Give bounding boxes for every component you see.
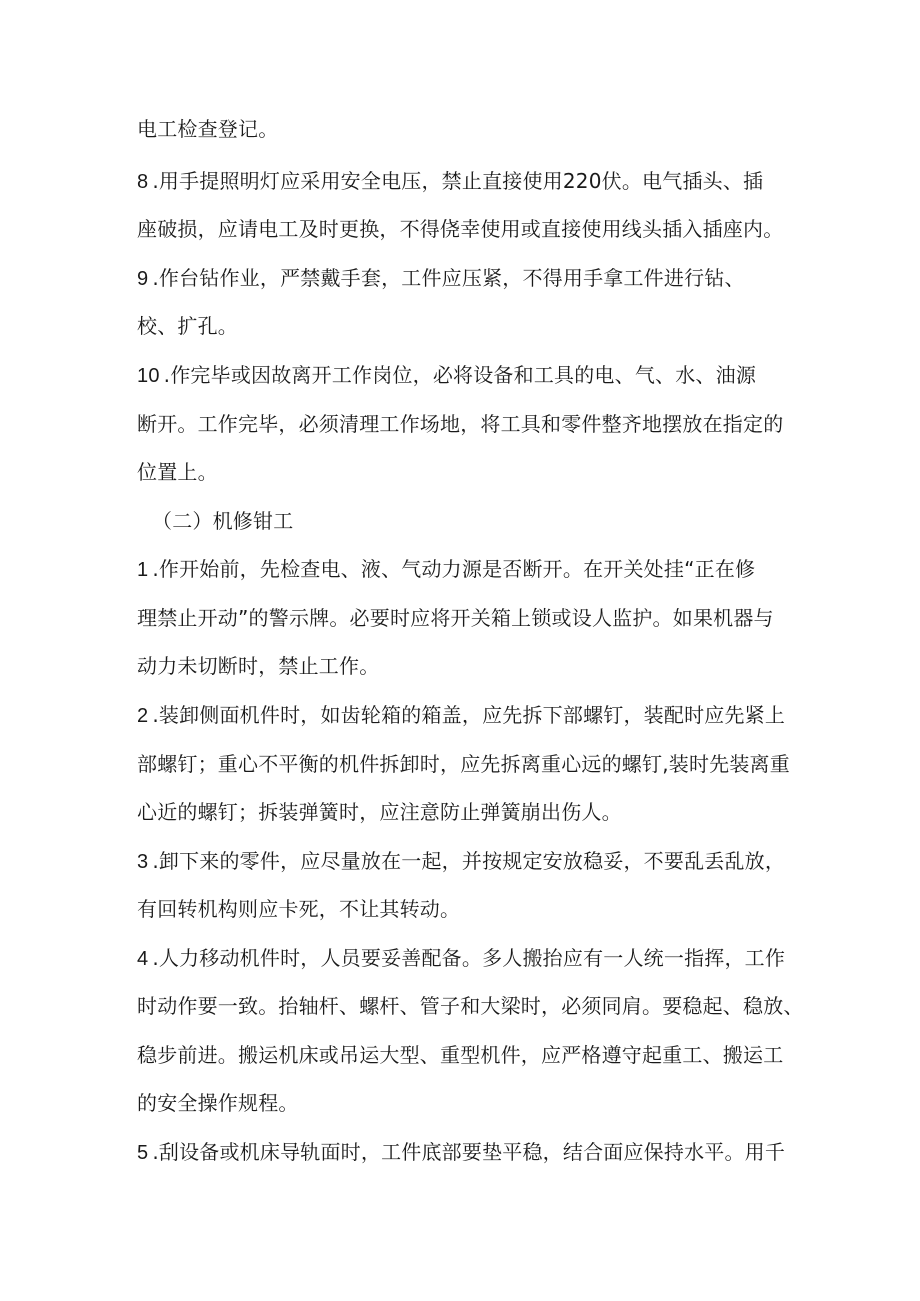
paragraph-text: 稳步前进。搬运机床或吊运大型、重型机件，应严格遵守起重工、搬运工 bbox=[137, 1043, 784, 1067]
paragraph-text: .刮设备或机床导轨面时，工件底部要垫平稳，结合面应保持水平。用千 bbox=[152, 1140, 786, 1164]
paragraph-text: 断开。工作完毕，必须清理工作场地，将工具和零件整齐地摆放在指定的 bbox=[137, 412, 784, 436]
item-number: 10 bbox=[137, 365, 160, 387]
text-line bbox=[137, 1043, 783, 1067]
text-line bbox=[137, 606, 774, 630]
item-number: 4 bbox=[137, 948, 149, 970]
paragraph-text: .用手提照明灯应采用安全电压，禁止直接使用220伏。电气插头、插 bbox=[152, 169, 764, 193]
paragraph-text: 时动作要一致。抬轴杆、螺杆、管子和大梁时，必须同肩。要稳起、稳放、 bbox=[137, 994, 804, 1018]
text-line bbox=[137, 946, 785, 971]
text-line bbox=[137, 897, 460, 921]
text-line bbox=[137, 266, 745, 291]
text-line bbox=[137, 412, 783, 436]
text-line bbox=[137, 557, 755, 582]
paragraph-text: 动力未切断时，禁止工作。 bbox=[137, 654, 380, 678]
text-line bbox=[137, 217, 783, 241]
paragraph-text: 位置上。 bbox=[137, 460, 218, 484]
paragraph-text: .作完毕或因故离开工作岗位，必将设备和工具的电、气、水、油源 bbox=[163, 363, 757, 387]
paragraph-text: .卸下来的零件，应尽量放在一起，并按规定安放稳妥，不要乱丢乱放， bbox=[152, 849, 786, 873]
paragraph-text: 座破损，应请电工及时更换，不得侥幸使用或直接使用线头插入插座内。 bbox=[137, 217, 784, 241]
paragraph-text: 有回转机构则应卡死，不让其转动。 bbox=[137, 897, 461, 921]
paragraph-text: .作台钻作业，严禁戴手套，工件应压紧，不得用手拿工件进行钻、 bbox=[152, 266, 745, 290]
text-line bbox=[137, 460, 218, 484]
text-line bbox=[137, 800, 622, 824]
text-line bbox=[137, 363, 756, 388]
text-line bbox=[137, 994, 804, 1018]
text-line bbox=[137, 654, 379, 678]
paragraph-text: .作开始前，先检查电、液、气动力源是否断开。在开关处挂“正在修 bbox=[152, 557, 756, 581]
paragraph-text: 理禁止开动”的警示牌。必要时应将开关箱上锁或设人监护。如果机器与 bbox=[137, 606, 774, 630]
text-line bbox=[137, 849, 785, 874]
item-number: 2 bbox=[137, 705, 149, 727]
text-line bbox=[137, 703, 785, 728]
item-number: 1 bbox=[137, 559, 149, 581]
item-number: 3 bbox=[137, 851, 149, 873]
item-number: 9 bbox=[137, 268, 149, 290]
paragraph-text: 电工检查登记。 bbox=[137, 117, 279, 141]
text-line bbox=[137, 1091, 299, 1115]
item-number: 5 bbox=[137, 1142, 149, 1164]
paragraph-text: .装卸侧面机件时，如齿轮箱的箱盖，应先拆下部螺钉，装配时应先紧上 bbox=[152, 703, 786, 727]
section-heading bbox=[152, 509, 293, 533]
section-title: （二）机修钳工 bbox=[152, 509, 294, 533]
paragraph-text: 的安全操作规程。 bbox=[137, 1091, 299, 1115]
paragraph-text: 心近的螺钉；拆装弹簧时，应注意防止弹簧崩出伤人。 bbox=[137, 800, 622, 824]
text-line bbox=[137, 752, 790, 776]
item-number: 8 bbox=[137, 171, 149, 193]
text-line bbox=[137, 117, 278, 141]
text-line bbox=[137, 314, 238, 338]
paragraph-text: 部螺钉；重心不平衡的机件拆卸时，应先拆离重心远的螺钉,装时先装离重 bbox=[137, 752, 790, 776]
text-line bbox=[137, 1140, 785, 1165]
paragraph-text: .人力移动机件时，人员要妥善配备。多人搬抬应有一人统一指挥，工作 bbox=[152, 946, 786, 970]
text-line bbox=[137, 169, 763, 194]
paragraph-text: 校、扩孔。 bbox=[137, 314, 238, 338]
